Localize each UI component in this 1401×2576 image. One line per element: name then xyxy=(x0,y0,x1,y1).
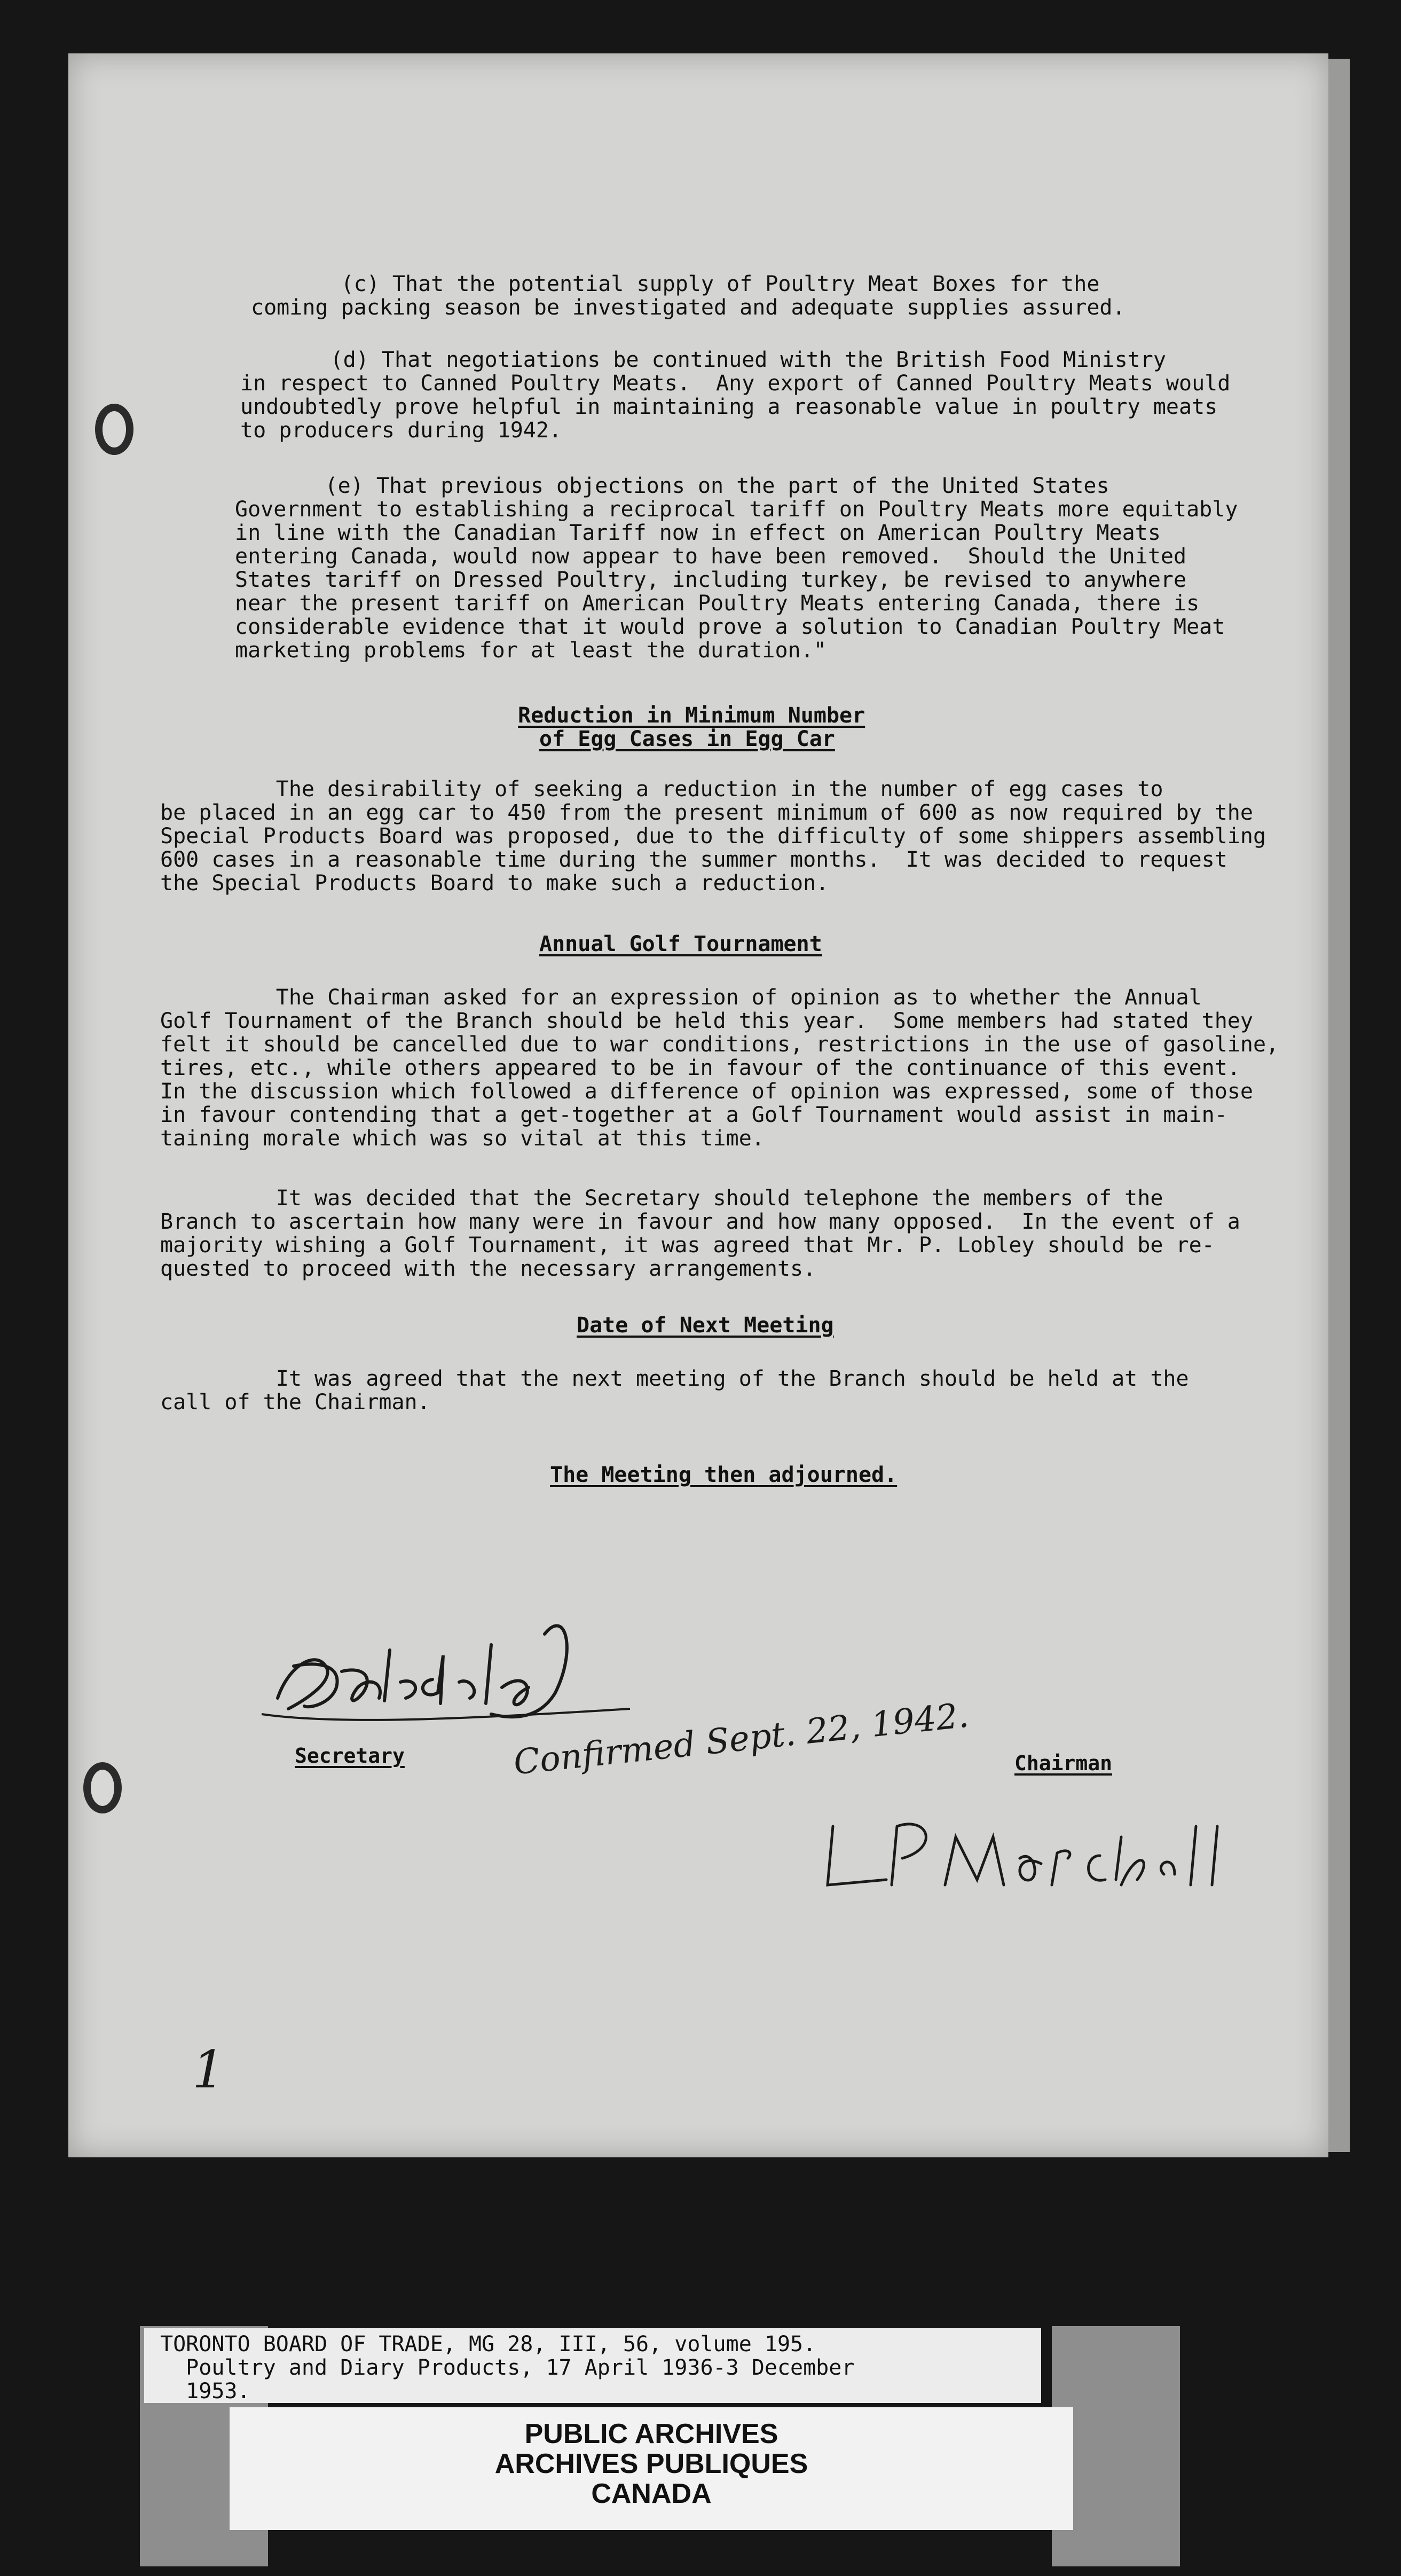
paragraph-golf-1-line-6: in favour contending that a get-together at a Golf Tournament would assist in main- xyxy=(160,1103,1227,1127)
stamp-line-2: ARCHIVES PUBLIQUES xyxy=(494,2448,808,2479)
page-edge xyxy=(1328,59,1350,2152)
paragraph-golf-1-line-4: tires, etc., while others appeared to be in favour of the continuance of this event. xyxy=(160,1056,1240,1080)
adjourned-statement: The Meeting then adjourned. xyxy=(550,1463,898,1487)
paragraph-golf-2-line-4: quested to proceed with the necessary arrangements. xyxy=(160,1256,816,1281)
punch-hole-bottom xyxy=(83,1762,122,1813)
paragraph-d-line-1: (d) That negotiations be continued with the British Food Ministry xyxy=(240,348,1166,372)
stamp-line-3: CANADA xyxy=(591,2478,712,2509)
paragraph-golf-1-line-5: In the discussion which followed a difference of opinion was expressed, some of those xyxy=(160,1079,1253,1104)
paragraph-next-line-1: It was agreed that the next meeting of the Branch should be held at the xyxy=(160,1366,1189,1391)
caption-line-2: Poultry and Diary Products, 17 April 1936-3 December xyxy=(160,2355,855,2380)
paragraph-golf-1-line-1: The Chairman asked for an expression of opinion as to whether the Annual xyxy=(160,985,1202,1010)
paragraph-e-line-2: Government to establishing a reciprocal tariff on Poultry Meats more equitably xyxy=(235,497,1238,522)
paragraph-golf-2-line-3: majority wishing a Golf Tournament, it was agreed that Mr. P. Lobley should be re- xyxy=(160,1233,1215,1258)
secretary-label: Secretary xyxy=(295,1744,405,1768)
paragraph-e-line-7: considerable evidence that it would prove a solution to Canadian Poultry Meat xyxy=(235,615,1225,639)
paragraph-golf-1-line-3: felt it should be cancelled due to war conditions, restrictions in the use of gasoline, xyxy=(160,1032,1279,1057)
chairman-label: Chairman xyxy=(1014,1752,1113,1775)
paragraph-d-line-4: to producers during 1942. xyxy=(240,418,562,443)
confirmed-note: Confirmed Sept. 22, 1942. xyxy=(511,1695,971,1783)
paragraph-e-line-5: States tariff on Dressed Poultry, including turkey, be revised to anywhere xyxy=(235,568,1187,592)
paragraph-next-line-2: call of the Chairman. xyxy=(160,1390,430,1415)
paragraph-reduction-line-2: be placed in an egg car to 450 from the present minimum of 600 as now required by the xyxy=(160,800,1253,825)
secretary-signature xyxy=(256,1586,641,1757)
heading-next-meeting: Date of Next Meeting xyxy=(577,1313,834,1338)
paragraph-e-line-8: marketing problems for at least the duration." xyxy=(235,638,827,663)
paragraph-e-line-4: entering Canada, would now appear to have been removed. Should the United xyxy=(235,544,1187,569)
paragraph-c-line-1: (c) That the potential supply of Poultry Meat Boxes for the xyxy=(251,272,1100,296)
paragraph-e-line-1: (e) That previous objections on the part of the United States xyxy=(235,474,1109,498)
paragraph-golf-1-line-2: Golf Tournament of the Branch should be held this year. Some members had stated they xyxy=(160,1009,1253,1033)
caption-line-3: 1953. xyxy=(160,2379,250,2404)
heading-reduction-line-1: Reduction in Minimum Number xyxy=(518,703,865,728)
page-mark: 1 xyxy=(192,2040,225,2100)
caption-line-1: TORONTO BOARD OF TRADE, MG 28, III, 56, volume 195. xyxy=(160,2332,816,2357)
punch-hole-top xyxy=(95,404,133,455)
chairman-signature xyxy=(822,1805,1239,1901)
paragraph-e-line-3: in line with the Canadian Tariff now in effect on American Poultry Meats xyxy=(235,521,1161,545)
paragraph-c-line-2: coming packing season be investigated and adequate supplies assured. xyxy=(251,295,1125,320)
paragraph-golf-2-line-2: Branch to ascertain how many were in favour and how many opposed. In the event of a xyxy=(160,1210,1240,1234)
paragraph-reduction-line-4: 600 cases in a reasonable time during the summer months. It was decided to request xyxy=(160,847,1227,872)
paragraph-e-line-6: near the present tariff on American Poultry Meats entering Canada, there is xyxy=(235,591,1200,616)
stamp-line-1: PUBLIC ARCHIVES xyxy=(524,2418,778,2449)
paragraph-golf-1-line-7: taining morale which was so vital at this time. xyxy=(160,1126,765,1151)
paragraph-reduction-line-3: Special Products Board was proposed, due to the difficulty of some shippers assembling xyxy=(160,824,1266,849)
paragraph-reduction-line-5: the Special Products Board to make such a reduction. xyxy=(160,871,829,896)
heading-golf: Annual Golf Tournament xyxy=(539,932,822,956)
paragraph-d-line-2: in respect to Canned Poultry Meats. Any export of Canned Poultry Meats would xyxy=(240,371,1231,396)
heading-reduction-line-2: of Egg Cases in Egg Car xyxy=(539,727,835,751)
paragraph-d-line-3: undoubtedly prove helpful in maintaining a reasonable value in poultry meats xyxy=(240,395,1218,419)
paragraph-golf-2-line-1: It was decided that the Secretary should telephone the members of the xyxy=(160,1186,1163,1211)
paragraph-reduction-line-1: The desirability of seeking a reduction in the number of egg cases to xyxy=(160,777,1163,802)
